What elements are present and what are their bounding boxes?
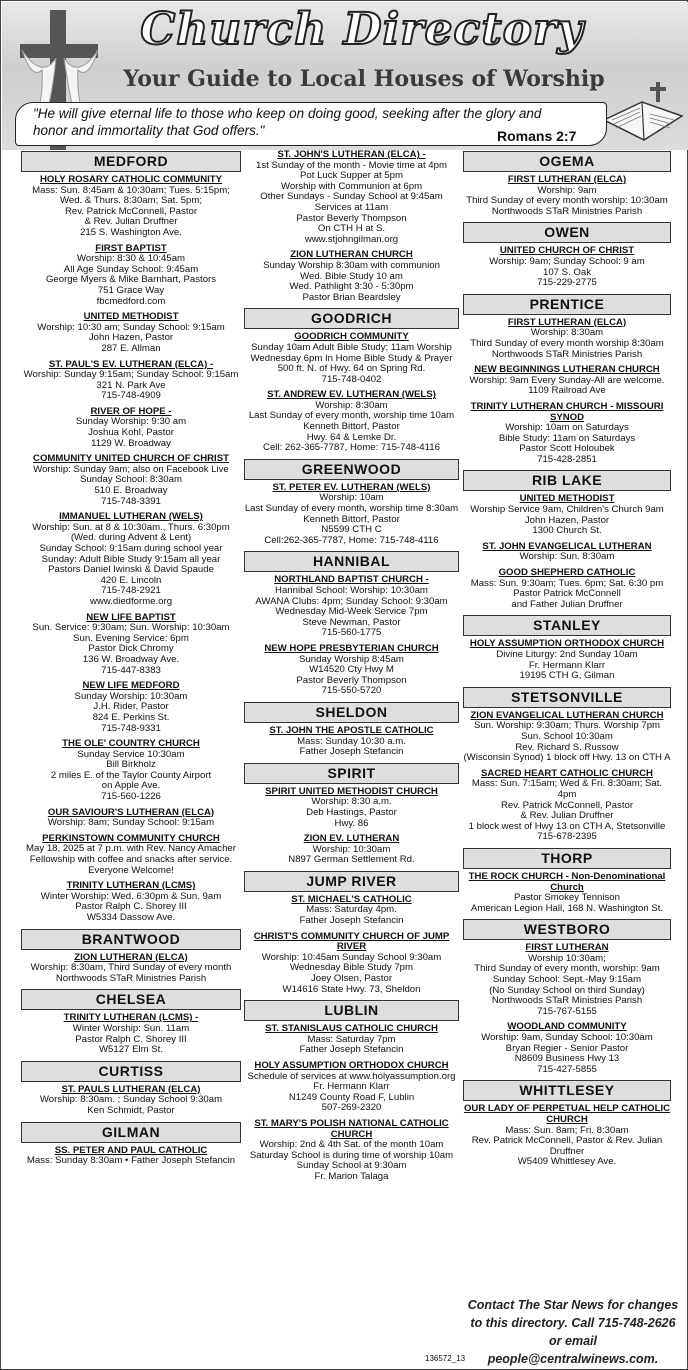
church-detail-line: Mass: Sunday 10:30 a.m. — [297, 735, 406, 747]
church-detail-line: 715-748-0402 — [321, 373, 382, 385]
church-entry — [21, 834, 241, 876]
church-entry — [463, 1022, 671, 1075]
church-entry — [21, 360, 241, 402]
church-detail-line: Fellowship with coffee and snacks after service. — [29, 854, 233, 866]
church-detail-line: Last Sunday of every month, worship time 8:30am — [244, 503, 459, 515]
column-middle — [244, 150, 459, 1188]
church-entry — [21, 312, 241, 354]
church-detail-line: Pastor Dick Chromy — [88, 643, 174, 655]
church-entry — [463, 943, 671, 1017]
church-name: ZION LUTHERAN (ELCA) — [74, 951, 188, 963]
church-name: IMMANUEL LUTHERAN (WELS) — [59, 511, 203, 523]
church-name: ZION LUTHERAN CHURCH — [290, 249, 413, 261]
church-detail-line: Sunday School: 8:30am — [80, 474, 182, 486]
church-entry — [463, 246, 671, 288]
church-detail-line: Pastor Patrick McConnell — [513, 588, 621, 600]
church-entry — [463, 711, 671, 764]
church-detail-line: Rev. Richard S. Russow — [515, 741, 619, 753]
town-heading: JUMP RIVER — [244, 871, 459, 892]
church-name: TRINITY LUTHERAN (LCMS) - — [63, 1012, 199, 1024]
church-detail-line: Other Sundays - Sunday School at 9:45am — [260, 191, 443, 203]
church-entry — [21, 1146, 241, 1167]
church-detail-line: Fr. Hermann Klarr — [528, 659, 606, 671]
church-detail-line: Worship: 8:30 & 10:45am — [76, 253, 186, 265]
church-detail-line: Mass: Sun. 9:30am; Tues. 6pm; Sat. 6:30 pm — [470, 577, 664, 589]
church-detail-line: Bible Study: 11am on Saturdays — [498, 432, 636, 444]
church-entry — [244, 390, 459, 454]
church-detail-line: Steve Newman, Pastor — [302, 616, 401, 628]
church-detail-line: Mass: Sun. 8:45am & 10:30am; Tues. 5:15pm; — [32, 184, 230, 196]
church-detail-line: 1st Sunday of the month - Movie time at 4pm — [256, 159, 447, 171]
church-detail-line: W5409 Whittlesey Ave. — [517, 1156, 617, 1168]
church-detail-line: Pastor Beverly Thompson — [296, 212, 407, 224]
church-detail-line: Winter Worship: Wed. 6:30pm & Sun. 9am — [40, 890, 222, 902]
church-entry — [463, 769, 671, 843]
church-entry — [463, 318, 671, 360]
church-detail-line: Rev. Patrick McConnell, Pastor & Rev. Julian Druffner — [471, 1135, 663, 1157]
church-detail-line: N5599 CTH C — [321, 524, 382, 536]
church-entry — [21, 613, 241, 677]
church-detail-line: Pastor Brian Beardsley — [302, 291, 401, 303]
church-detail-line: Fr. Marion Talaga — [314, 1170, 389, 1182]
church-detail-line: Northwoods STaR Ministries Parish — [55, 972, 207, 984]
church-name: ZION EV. LUTHERAN — [303, 833, 400, 845]
church-detail-line: Sunday School at 9:30am — [296, 1160, 407, 1172]
town-heading: LUBLIN — [244, 1000, 459, 1021]
church-name: NEW BEGINNINGS LUTHERAN CHURCH — [474, 364, 660, 376]
church-detail-line: All Age Sunday School: 9:45am — [63, 263, 199, 275]
church-detail-line: Saturday School is during time of worship 10am — [249, 1149, 454, 1161]
church-detail-line: Bill Birkholz — [106, 759, 156, 771]
church-detail-line: N1249 County Road F, Lublin — [288, 1091, 415, 1103]
page-title: Church Directory — [140, 4, 584, 55]
church-detail-line: Wed. & Thurs. 8:30am; Sat. 5pm; — [59, 195, 203, 207]
church-name: ST. MICHAEL'S CATHOLIC — [291, 893, 412, 905]
town-heading: CHELSEA — [21, 989, 241, 1010]
church-detail-line: Worship: 10:30am — [312, 843, 391, 855]
town-heading: OGEMA — [463, 151, 671, 172]
church-detail-line: Third Sunday of every month worship 8:30am — [470, 337, 664, 349]
church-detail-line: www.diedforme.org — [89, 595, 173, 607]
ad-code: 136572_13 — [425, 1354, 466, 1363]
church-name: ST. JOHN'S LUTHERAN (ELCA) - — [277, 149, 426, 160]
church-detail-line: Cell:262-365-7787, Home: 715-748-4116 — [264, 534, 439, 546]
church-detail-line: Northwoods STaR Ministries Parish — [491, 348, 643, 360]
church-entry — [21, 1085, 241, 1117]
church-detail-line: Pastor Ralph C. Shorey III — [75, 1033, 187, 1045]
town-heading: SPIRIT — [244, 763, 459, 784]
church-detail-line: Bryan Regier - Senior Pastor — [505, 1042, 629, 1054]
church-entry — [244, 1024, 459, 1056]
church-detail-line: Third Sunday of every month worship: 10:30am — [466, 195, 668, 207]
church-detail-line: Hannibal School: Worship: 10:30am — [275, 585, 428, 596]
church-name: SS. PETER AND PAUL CATHOLIC — [54, 1144, 208, 1156]
church-detail-line: (Wed. during Advent & Lent) — [70, 532, 192, 544]
church-name: NEW LIFE MEDFORD — [82, 680, 180, 692]
church-detail-line: Worship: 10am — [319, 492, 384, 504]
column-left — [21, 150, 241, 1172]
church-detail-line: Worship: 8:30 a.m. — [311, 796, 392, 808]
church-detail-line: Rev. Patrick McConnell, Pastor — [500, 799, 634, 811]
church-entry — [463, 402, 671, 466]
church-detail-line: 715-748-9331 — [101, 722, 161, 734]
town-heading: RIB LAKE — [463, 470, 671, 491]
church-name: FIRST BAPTIST — [95, 242, 167, 254]
church-detail-line: and Father Julian Druffner — [511, 598, 623, 610]
church-entry — [244, 1061, 459, 1114]
church-detail-line: Worship: 8:30am — [530, 327, 604, 339]
page-subtitle: Your Guide to Local Houses of Worship — [123, 66, 605, 92]
church-entry — [21, 244, 241, 308]
church-entry — [244, 932, 459, 996]
church-name: GOODRICH COMMUNITY — [294, 331, 409, 343]
church-detail-line: Sunday Worship: 9:30 am — [75, 416, 187, 428]
church-detail-line: J.H. Rider, Pastor — [93, 701, 169, 713]
church-name: HOLY ASSUMPTION ORTHODOX CHURCH — [469, 638, 665, 650]
church-detail-line: 715-748-2921 — [101, 585, 161, 597]
church-detail-line: Deb Hastings, Pastor — [306, 806, 397, 818]
town-heading: CURTISS — [21, 1061, 241, 1082]
church-detail-line: Worship: 8:30am, Third Sunday of every month — [30, 962, 232, 974]
church-entry — [21, 407, 241, 449]
church-name: ST. PAUL'S EV. LUTHERAN (ELCA) - — [48, 358, 214, 370]
church-detail-line: 19195 CTH G, Gilman — [519, 670, 615, 682]
church-detail-line: Sunday Worship: 10:30am — [74, 690, 188, 702]
church-detail-line: 715-748-3391 — [101, 495, 161, 507]
church-detail-line: Worship: Sunday 9am; also on Facebook Live — [33, 463, 229, 475]
church-detail-line: W5127 Elm St. — [99, 1044, 163, 1056]
church-entry — [244, 150, 459, 245]
town-heading: BRANTWOOD — [21, 929, 241, 950]
church-detail-line: 500 ft. N. of Hwy. 64 on Spring Rd. — [277, 363, 426, 375]
church-detail-line: Worship: 9am — [537, 184, 597, 196]
church-detail-line: (No Sunday School on third Sunday) — [489, 984, 645, 996]
scripture-quote: "He will give eternal life to those who keep on doing good, seeking after the glory and honor and immortality that God offers." — [33, 106, 542, 138]
church-detail-line: 715-748-4909 — [101, 390, 161, 402]
church-detail-line: W14520 Cty Hwy M — [309, 664, 394, 676]
church-name: ST. ANDREW EV. LUTHERAN (WELS) — [267, 389, 436, 401]
church-detail-line: American Legion Hall, 168 N. Washington St. — [470, 902, 664, 914]
church-name: OUR LADY OF PERPETUAL HELP CATHOLIC CHURCH — [463, 1103, 671, 1125]
church-name: ST. STANISLAUS CATHOLIC CHURCH — [265, 1023, 438, 1035]
church-detail-line: Mass: Saturday 7pm — [307, 1033, 396, 1045]
church-entry — [21, 454, 241, 507]
church-detail-line: John Hazen, Pastor — [524, 514, 610, 526]
church-name: UNITED CHURCH OF CHRIST — [499, 245, 635, 257]
church-entry — [463, 365, 671, 397]
church-detail-line: 715-678-2395 — [537, 831, 597, 843]
church-detail-line: 510 E. Broadway — [94, 485, 168, 497]
town-heading: PRENTICE — [463, 294, 671, 315]
church-entry — [463, 494, 671, 536]
church-detail-line: Sunday: Adult Bible Study 9:15am all year — [41, 553, 221, 565]
scripture-reference: Romans 2:7 — [497, 128, 577, 144]
church-entry — [21, 739, 241, 803]
church-entry — [244, 483, 459, 547]
church-detail-line: W5334 Dassow Ave. — [86, 912, 176, 923]
church-name: UNITED METHODIST — [83, 311, 179, 323]
church-entry — [21, 881, 241, 923]
church-detail-line: Worship with Communion at 6pm — [280, 180, 423, 192]
church-detail-line: Mass: Saturday 4pm. — [306, 904, 397, 916]
church-name: WOODLAND COMMUNITY — [507, 1021, 627, 1033]
church-detail-line: 715-550-5720 — [321, 685, 382, 697]
church-entry — [21, 953, 241, 985]
church-detail-line: Worship: 9am; Sunday School: 9 am — [489, 255, 645, 267]
church-detail-line: Joshua Kohl, Pastor — [88, 427, 174, 439]
church-detail-line: & Rev. Julian Druffner — [520, 810, 614, 822]
church-entry — [244, 332, 459, 385]
church-name: ST. MARY'S POLISH NATIONAL CATHOLIC CHURCH — [254, 1117, 449, 1140]
church-detail-line: Pastors Daniel Iwinski & David Spaude — [48, 564, 214, 576]
column-right — [463, 150, 671, 1173]
church-detail-line: 715-428-2851 — [537, 453, 597, 465]
church-detail-line: Everyone Welcome! — [88, 864, 174, 876]
town-heading: WESTBORO — [463, 919, 671, 940]
church-name: ST. JOHN THE APOSTLE CATHOLIC — [269, 724, 434, 736]
church-detail-line: 287 E. Allman — [101, 342, 161, 354]
church-detail-line: Fr. Hermann Klarr — [313, 1081, 390, 1093]
church-entry — [21, 175, 241, 239]
church-detail-line: Last Sunday of every month, worship time 10am — [248, 410, 455, 422]
church-detail-line: Sun. Evening Service: 6pm — [73, 632, 189, 644]
church-detail-line: Father Joseph Stefancin — [299, 915, 404, 927]
town-heading: MEDFORD — [21, 151, 241, 172]
church-name: GOOD SHEPHERD CATHOLIC — [498, 567, 636, 579]
church-detail-line: Worship: 10:45am Sunday School 9:30am — [261, 951, 442, 963]
church-entry — [463, 872, 671, 914]
town-heading: HANNIBAL — [244, 551, 459, 572]
church-detail-line: Worship: Sunday 9:15am; Sunday School: 9:15am — [23, 369, 239, 381]
church-detail-line: Worship 10:30am; — [528, 952, 606, 964]
church-detail-line: 1300 Church St. — [532, 525, 602, 537]
church-detail-line: Pot Luck Supper at 5pm — [300, 170, 403, 182]
church-detail-line: Worship: 8:30am — [315, 399, 388, 411]
church-detail-line: (Wisconsin Synod) 1 block off Hwy. 13 on CTH A — [463, 752, 671, 764]
church-entry — [244, 787, 459, 829]
church-detail-line: N8609 Business Hwy 13 — [514, 1053, 620, 1065]
church-detail-line: 107 S. Oak — [543, 266, 591, 278]
church-detail-line: Wednesday 6pm In Home Bible Study & Prayer — [250, 352, 453, 364]
church-detail-line: 507-269-2320 — [321, 1102, 382, 1114]
church-detail-line: Northwoods STaR Ministries Parish — [491, 205, 643, 217]
church-entry — [21, 1013, 241, 1055]
church-detail-line: Cell: 262-365-7787, Home: 715-748-4116 — [263, 442, 440, 454]
church-detail-line: 215 S. Washington Ave. — [80, 226, 182, 238]
church-detail-line: 321 N. Park Ave — [96, 379, 166, 391]
church-detail-line: Worship: 9am, Sunday School: 10:30am — [481, 1032, 653, 1044]
church-detail-line: 751 Grace Way — [97, 284, 165, 296]
church-entry — [244, 1119, 459, 1183]
church-name: UNITED METHODIST — [519, 493, 615, 505]
church-entry — [21, 681, 241, 734]
church-detail-line: 1109 Railroad Ave — [528, 385, 606, 397]
church-name: ST. JOHN EVANGELICAL LUTHERAN — [482, 540, 652, 552]
church-detail-line: fbcmedford.com — [96, 295, 166, 307]
church-detail-line: Kenneth Bittorf, Pastor — [303, 421, 400, 433]
church-detail-line: AWANA Clubs: 4pm; Sunday School: 9:30am — [255, 595, 448, 607]
church-entry — [244, 644, 459, 697]
church-name: TRINITY LUTHERAN (LCMS) — [66, 880, 196, 892]
church-entry — [463, 1104, 671, 1168]
church-detail-line: Third Sunday of every month, worship: 9am — [474, 963, 660, 975]
town-heading: GILMAN — [21, 1122, 241, 1143]
church-entry — [463, 639, 671, 681]
church-detail-line: Sun. Service: 9:30am; Sun. Worship: 10:30am — [32, 622, 230, 634]
church-name: THE ROCK CHURCH - Non-Denominational Church — [468, 870, 666, 893]
church-detail-line: 136 W. Broadway Ave. — [82, 653, 180, 665]
church-detail-line: Hwy. 86 — [334, 817, 369, 829]
church-name: SACRED HEART CATHOLIC CHURCH — [481, 767, 653, 779]
church-detail-line: Mass: Sunday 8:30am • Father Joseph Stefancin — [26, 1155, 236, 1167]
church-name: CHRIST'S COMMUNITY CHURCH OF JUMP RIVER — [253, 930, 450, 953]
church-detail-line: 715-447-8383 — [101, 664, 161, 676]
church-name: COMMUNITY UNITED CHURCH OF CHRIST — [33, 453, 229, 465]
town-heading: SHELDON — [244, 702, 459, 723]
church-name: TRINITY LUTHERAN CHURCH - MISSOURI SYNOD — [470, 400, 664, 423]
church-entry — [244, 575, 459, 639]
church-detail-line: Hwy. 64 & Lemke Dr. — [306, 431, 397, 443]
church-detail-line: Sun. School 10:30am — [521, 730, 613, 742]
church-detail-line: Worship: 9am Every Sunday-All are welcome. — [469, 374, 665, 386]
church-detail-line: 715-560-1775 — [321, 627, 382, 639]
church-detail-line: 715-229-2775 — [537, 277, 597, 289]
church-detail-line: 715-767-5155 — [537, 1005, 597, 1017]
church-detail-line: Worship: Sun. at 8 & 10:30am., Thurs. 6:30pm — [32, 521, 230, 533]
church-detail-line: 824 E. Perkins St. — [92, 711, 170, 723]
church-detail-line: Schedule of services at www.holyassumption.org — [247, 1070, 456, 1082]
church-detail-line: 1 block west of Hwy 13 on CTH A, Stetsonville — [468, 820, 666, 832]
church-name: FIRST LUTHERAN — [525, 942, 609, 954]
church-name: ST. PAULS LUTHERAN (ELCA) — [61, 1083, 201, 1095]
bible-icon — [600, 80, 686, 150]
contact-notice: Contact The Star News for changes to this directory. Call 715-748-2626 or email people@centralwinews.com. — [467, 1298, 679, 1366]
church-detail-line: Wednesday Bible Study 7pm — [289, 962, 413, 974]
church-detail-line: Worship: Sun. 8:30am — [519, 551, 615, 563]
church-name: SPIRIT UNITED METHODIST CHURCH — [265, 785, 438, 797]
church-detail-line: Pastor Beverly Thompson — [296, 674, 407, 686]
church-entry — [21, 512, 241, 607]
church-name: RIVER OF HOPE - — [90, 405, 172, 417]
church-detail-line: Worship: 10am on Saturdays — [505, 422, 629, 434]
church-detail-line: Sunday Service 10:30am — [77, 748, 185, 760]
church-detail-line: Rev. Patrick McConnell, Pastor — [64, 205, 198, 217]
church-name: HOLY ASSUMPTION ORTHODOX CHURCH — [254, 1060, 449, 1071]
church-detail-line: John Hazen, Pastor — [88, 332, 174, 344]
church-detail-line: Joey Olsen, Pastor — [310, 973, 393, 985]
church-name: THE OLE' COUNTRY CHURCH — [62, 738, 200, 750]
church-detail-line: 715-427-5855 — [537, 1063, 597, 1075]
church-detail-line: & Rev. Julian Druffner — [84, 216, 178, 228]
town-heading: THORP — [463, 848, 671, 869]
church-detail-line: Worship: 10:30 am; Sunday School: 9:15am — [37, 321, 225, 333]
church-entry — [463, 175, 671, 217]
town-heading: OWEN — [463, 222, 671, 243]
church-detail-line: N897 German Settlement Rd. — [288, 854, 415, 866]
church-detail-line: Services at 11am — [314, 201, 389, 213]
church-entry — [244, 895, 459, 927]
church-detail-line: Pastor Ralph C. Shorey III — [75, 901, 187, 913]
church-entry — [244, 726, 459, 758]
church-detail-line: Northwoods STaR Ministries Parish — [491, 995, 643, 1007]
church-entry — [463, 568, 671, 610]
town-heading: GOODRICH — [244, 308, 459, 329]
church-detail-line: Mass: Sun. 7:15am; Wed & Fri. 8:30am; Sat. 4pm — [471, 778, 663, 800]
church-detail-line: Wednesday Mid-Week Service 7pm — [275, 606, 428, 618]
church-name: FIRST LUTHERAN (ELCA) — [507, 316, 627, 328]
town-heading: STANLEY — [463, 615, 671, 636]
church-detail-line: 1129 W. Broadway — [91, 437, 171, 449]
church-detail-line: 2 miles E. of the Taylor County Airport — [50, 769, 212, 781]
church-detail-line: Mass: Sun. 8am; Fri. 8:30am — [505, 1124, 629, 1136]
church-detail-line: Father Joseph Stefancin — [299, 746, 404, 758]
church-detail-line: Kenneth Bittorf, Pastor — [303, 513, 400, 525]
church-detail-line: Pastor Scott Holoubek — [519, 443, 615, 455]
church-detail-line: Father Joseph Stefancin — [299, 1044, 404, 1056]
church-detail-line: 715-560-1226 — [101, 791, 161, 803]
town-heading: GREENWOOD — [244, 459, 459, 480]
church-detail-line: Sunday Worship 8:45am — [299, 653, 404, 665]
church-detail-line: Divine Liturgy: 2nd Sunday 10am — [496, 649, 638, 660]
church-detail-line: www.stjohngilman.org — [304, 233, 399, 245]
church-name: ST. PETER EV. LUTHERAN (WELS) — [272, 481, 431, 493]
church-detail-line: Worship: 8:30am. ; Sunday School 9:30am — [39, 1094, 223, 1106]
church-detail-line: on Apple Ave. — [101, 780, 161, 792]
church-detail-line: Sunday School: Sept.-May 9:15am — [492, 974, 642, 986]
church-detail-line: Worship: 8am; Sunday School: 9:15am — [47, 817, 215, 829]
church-detail-line: Worship Service 9am, Children's Church 9am — [470, 504, 664, 516]
church-name: NEW LIFE BAPTIST — [86, 611, 176, 623]
church-detail-line: Winter Worship: Sun. 11am — [72, 1022, 190, 1034]
church-detail-line: Sunday Worship 8:30am with communion — [263, 259, 440, 271]
church-name: NEW HOPE PRESBYTERIAN CHURCH — [264, 642, 439, 654]
church-detail-line: Wed. Bible Study 10 am — [300, 270, 403, 282]
church-detail-line: Worship: 2nd & 4th Sat. of the month 10am — [259, 1139, 444, 1151]
town-heading: WHITTLESEY — [463, 1080, 671, 1101]
church-entry — [463, 542, 671, 563]
church-detail-line: May 18, 2025 at 7 p.m. with Rev. Nancy Amacher — [26, 843, 236, 855]
church-name: NORTHLAND BAPTIST CHURCH - — [274, 574, 429, 586]
church-detail-line: 420 E. Lincoln — [100, 574, 162, 586]
church-detail-line: Sunday 10am Adult Bible Study; 11am Worship — [251, 341, 452, 353]
church-detail-line: George Myers & Mike Barnhart, Pastors — [45, 274, 217, 286]
church-detail-line: Ken Schmidt, Pastor — [87, 1104, 175, 1116]
church-detail-line: Wed. Pathlight 3:30 - 5:30pm — [289, 281, 414, 293]
church-entry — [21, 808, 241, 829]
church-name: PERKINSTOWN COMMUNITY CHURCH — [42, 832, 220, 844]
church-detail-line: On CTH H at S. — [317, 223, 386, 235]
church-entry — [244, 834, 459, 866]
church-detail-line: Sun. Worship: 9:30am; Thurs. Worship 7pm — [473, 720, 661, 732]
church-detail-line: W14616 State Hwy. 73, Sheldon — [282, 983, 421, 995]
church-entry — [244, 250, 459, 303]
church-name: OUR SAVIOUR'S LUTHERAN (ELCA) — [47, 806, 215, 818]
church-name: FIRST LUTHERAN (ELCA) — [507, 174, 627, 185]
church-detail-line: Sunday School: 9:15am during school year — [39, 543, 223, 554]
town-heading: STETSONVILLE — [463, 687, 671, 708]
church-name: HOLY ROSARY CATHOLIC COMMUNITY — [39, 174, 223, 185]
church-detail-line: Pastor Smokey Tennison — [514, 892, 620, 904]
church-name: ZION EVANGELICAL LUTHERAN CHURCH — [470, 709, 664, 721]
